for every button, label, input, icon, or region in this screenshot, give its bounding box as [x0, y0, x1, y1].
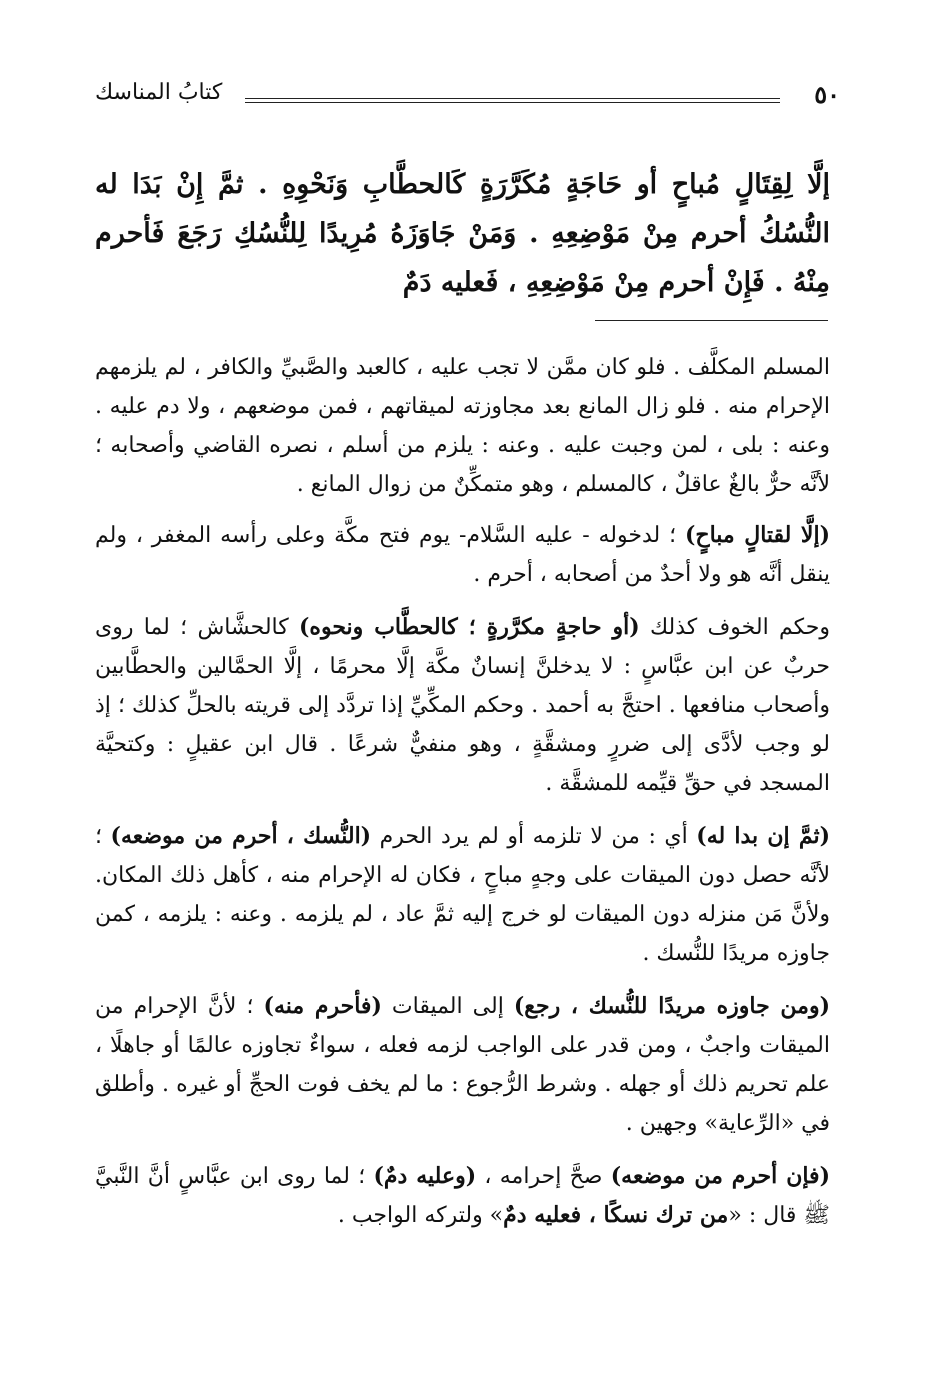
paragraph-text: المسلم المكلَّف . فلو كان ممَّن لا تجب عليه ، كالعبد والصَّبيِّ والكافر ، لم يلزمهم الإحرام منه . فلو زال المانع بعد مجاوزته لميقاتهم ، فمن موضعهم ، ولا دم عليه . وعنه : بلى ، لمن وجبت عليه . وعنه : يلزم من أسلم ، نصره القاضي وأصحابه ؛ لأنَّه حرٌّ بالغٌ عاقلٌ ، كالمسلم ، وهو متمكِّنٌ من زوال المانع .	[95, 355, 830, 497]
quoted-matn: (ومن جاوزه مريدًا للنُّسك ، رجع)	[513, 993, 830, 1019]
header-rule	[245, 98, 780, 99]
commentary-paragraph	[95, 1157, 830, 1235]
quoted-matn: (النُّسك ، أحرم من موضعه)	[110, 823, 372, 849]
paragraph-text: أي : من لا تلزمه أو لم يرد الحرم	[371, 824, 697, 849]
paragraph-text: » ولتركه الواجب .	[337, 1203, 504, 1228]
header-rule-double	[245, 102, 780, 103]
commentary-paragraph	[95, 348, 830, 504]
quoted-matn: (فأحرم منه)	[263, 993, 382, 1019]
separator-rule	[595, 320, 828, 321]
paragraph-text: ؛ لما روى ابن عبَّاسٍ أنَّ النَّبيَّ ﷺ قال : «	[95, 1164, 830, 1228]
commentary-paragraph	[95, 817, 830, 973]
commentary-paragraph	[95, 608, 830, 803]
commentary-paragraph	[95, 516, 830, 594]
paragraph-text: إلى الميقات	[381, 994, 514, 1019]
page-header	[95, 80, 840, 120]
commentary-paragraph	[95, 987, 830, 1143]
quoted-matn: (وعليه دمٌ)	[373, 1163, 477, 1189]
commentary	[95, 348, 830, 1249]
quoted-matn: (ثمَّ إن بدا له)	[696, 823, 831, 849]
paragraph-text: صحَّ إحرامه ،	[476, 1164, 611, 1189]
quoted-matn: (إلَّا لقتالٍ مباحٍ)	[684, 522, 830, 548]
paragraph-text: ؛ لأنَّ الإحرام من الميقات واجبٌ ، ومن قدر على الواجب لزمه فعله ، سواءٌ تجاوزه عالمًا أو جاهلًا ، علم تحريم ذلك أو جهله . وشرط الرُّجوع : ما لم يخف فوت الحجِّ أو غيره . وأطلق في «الرِّعاية» وجهين .	[95, 994, 830, 1136]
paragraph-text: وحكم الخوف كذلك	[639, 615, 830, 640]
page-number: ٥٠	[814, 80, 840, 109]
paragraph-text: ؛ لأنَّه حصل دون الميقات على وجهٍ مباحٍ ، فكان له الإحرام منه ، كأهل ذلك المكان. ولأنَّ مَن منزله دون الميقات لو خرج إليه ثمَّ عاد ، لم يلزمه . وعنه : يلزمه ، كمن جاوزه مريدًا للنُّسك .	[95, 824, 830, 966]
quoted-matn: (فإن أحرم من موضعه)	[610, 1163, 830, 1189]
book-title: كتابُ المناسك	[95, 80, 223, 105]
quoted-matn: (أو حاجةٍ مكرَّرةٍ ؛ كالحطَّاب ونحوه)	[299, 614, 640, 640]
paragraph-text: كالحشَّاش ؛ لما روى حربٌ عن ابن عبَّاسٍ : لا يدخلنَّ إنسانٌ مكَّة إلَّا محرمًا ، إلَّا الحمَّالين والحطَّابين وأصحاب منافعها . احتجَّ به أحمد . وحكم المكِّيِّ إذا تردَّد إلى قريته بالحلِّ كذلك ؛ إذ لو وجب لأدَّى إلى ضررٍ ومشقَّةٍ ، وهو منفيٌّ شرعًا . قال ابن عقيلٍ : وكتحيَّة المسجد في حقِّ قيِّمه للمشقَّة .	[95, 615, 830, 796]
hadith-quote: من ترك نسكًا ، فعليه دمٌ	[503, 1202, 729, 1228]
paragraph-text: ؛ لدخوله - عليه السَّلام- يوم فتح مكَّة وعلى رأسه المغفر ، ولم ينقل أنَّه هو ولا أحدٌ من أصحابه ، أحرم .	[95, 523, 830, 587]
main-text: إلَّا لِقِتَالٍ مُباحٍ أو حَاجَةٍ مُكَرَّرَةٍ كَالحطَّابِ وَنَحْوِهِ . ثمَّ إِنْ بَدَا له النُّسُكُ أحرم مِنْ مَوْضِعِهِ . وَمَنْ جَاوَزَهُ مُرِيدًا لِلنُّسُكِ رَجَعَ فَأحرم مِنْهُ . فَإِنْ أحرم مِنْ مَوْضِعِهِ ، فَعليه دَمٌ	[95, 169, 830, 298]
